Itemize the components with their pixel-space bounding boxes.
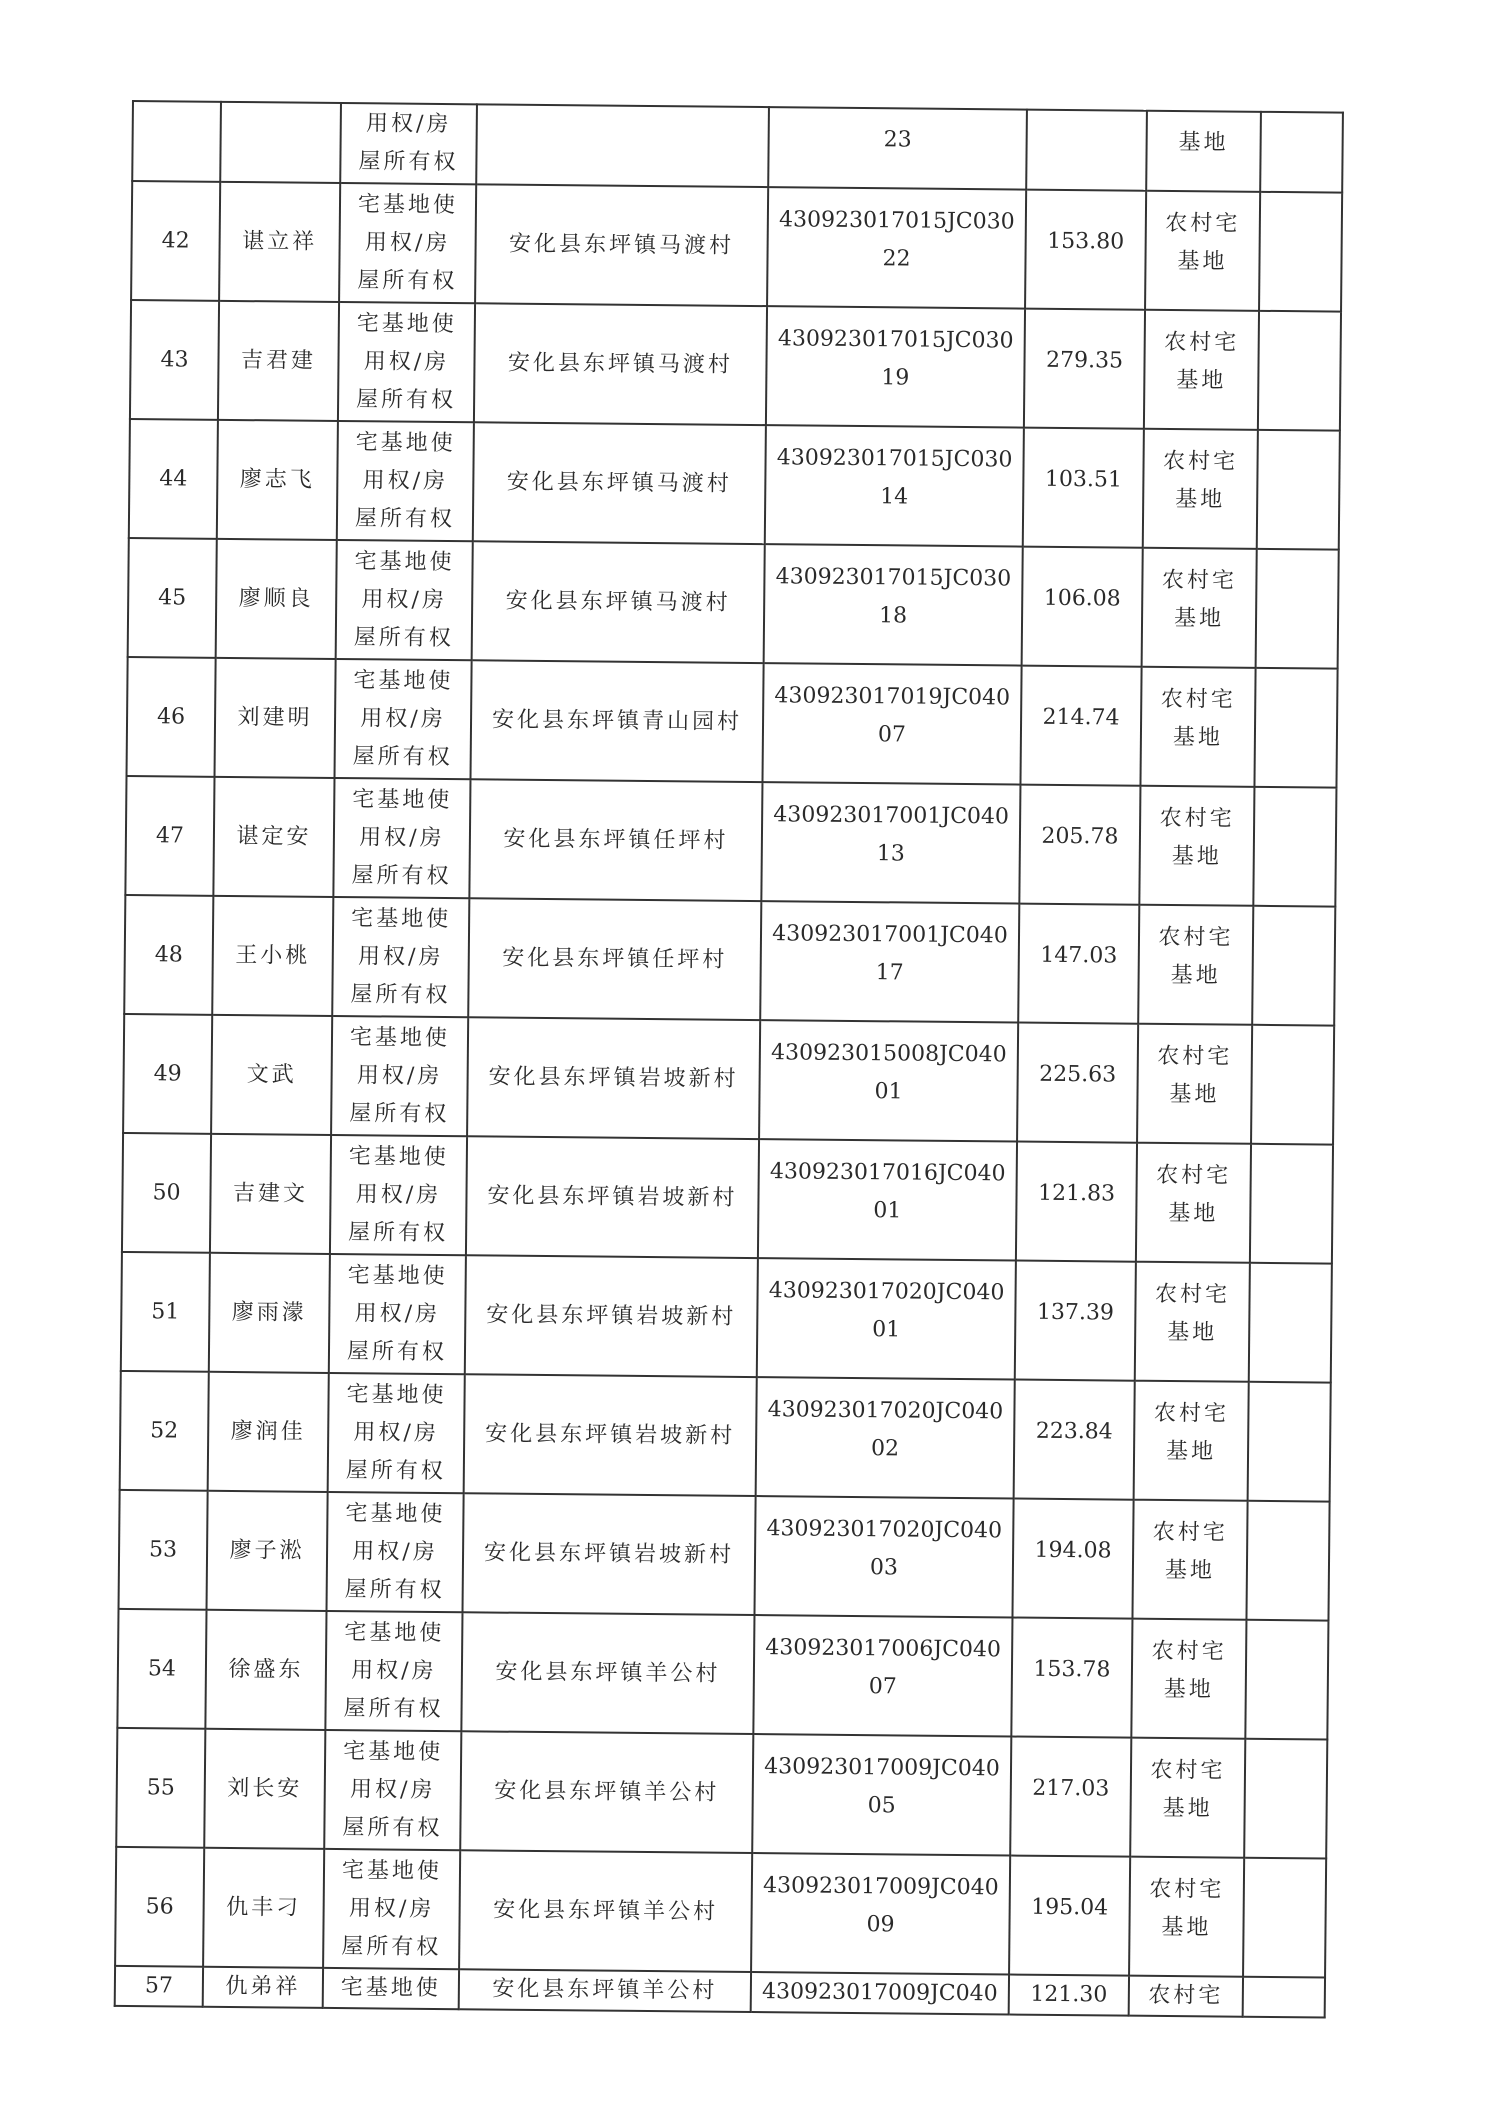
cell-code xyxy=(760,901,1019,1022)
cell-remark xyxy=(1253,787,1336,907)
area-value: 153.80 xyxy=(1047,228,1125,255)
cell-address: 安化县东坪镇马渡村 xyxy=(472,541,765,663)
table-row xyxy=(124,895,1335,1026)
land-type-line: 农村宅 xyxy=(1165,210,1241,237)
area-value: 147.03 xyxy=(1040,942,1118,968)
cell-area xyxy=(1010,1737,1131,1857)
cell-address: 安化县东坪镇岩坡新村 xyxy=(464,1374,757,1496)
area-value: 106.08 xyxy=(1043,585,1121,612)
cell-name: 廖润佳 xyxy=(208,1372,329,1492)
land-type-line: 基地 xyxy=(1164,1557,1216,1583)
right-type-line: 用权/房 xyxy=(352,1538,438,1565)
table-row xyxy=(121,1252,1332,1383)
right-type-line: 屋所有权 xyxy=(350,981,451,1008)
cell-right-type xyxy=(324,1730,461,1850)
cell-name: 吉建文 xyxy=(210,1134,331,1254)
cell-code xyxy=(753,1615,1012,1736)
land-type-line: 农村宅 xyxy=(1160,686,1236,713)
cell-land-type xyxy=(1136,1143,1251,1263)
area-value: 214.74 xyxy=(1042,704,1120,731)
cell-address: 安化县东坪镇羊公村 xyxy=(459,1969,751,2012)
table-row xyxy=(127,657,1338,788)
cell-area xyxy=(1023,428,1144,548)
right-type-line: 用权/房 xyxy=(363,348,450,375)
cell-area xyxy=(1015,1261,1136,1381)
land-type-line: 农村宅 xyxy=(1161,567,1238,594)
cell-area xyxy=(1009,1856,1130,1976)
right-type-line: 宅基地使 xyxy=(347,1262,448,1289)
code-line: 01 xyxy=(874,1078,903,1104)
right-type-line: 宅基地使 xyxy=(345,1500,446,1527)
area-value: 225.63 xyxy=(1039,1061,1117,1087)
cell-land-type xyxy=(1146,111,1261,192)
cell-name: 刘建明 xyxy=(215,658,336,778)
right-type-line: 宅基地使 xyxy=(346,1381,447,1408)
table-row xyxy=(117,1609,1328,1740)
table-row xyxy=(123,1014,1334,1145)
code-line: 430923017009JC040 xyxy=(764,1753,1000,1781)
right-type-line: 宅基地使 xyxy=(348,1143,449,1170)
cell-code xyxy=(767,187,1026,308)
code-line: 01 xyxy=(873,1197,902,1223)
cell-area xyxy=(1011,1618,1132,1738)
right-type-line: 宅基地使 xyxy=(349,1024,451,1051)
cell-area: 121.30 xyxy=(1009,1975,1129,2016)
land-type-line: 基地 xyxy=(1163,1676,1214,1702)
cell-name xyxy=(220,102,341,183)
cell-address: 安化县东坪镇任坪村 xyxy=(469,779,762,901)
right-type-line: 屋所有权 xyxy=(345,1457,446,1484)
right-type-line: 屋所有权 xyxy=(346,1338,448,1365)
cell-right-type xyxy=(336,540,473,660)
code-line: 09 xyxy=(866,1911,895,1937)
right-type-line: 宅基地使 xyxy=(353,667,454,694)
table-row xyxy=(119,1490,1330,1621)
table-row xyxy=(131,181,1342,312)
cell-remark xyxy=(1251,1025,1334,1145)
cell-code xyxy=(765,425,1024,546)
cell-no: 55 xyxy=(116,1728,205,1848)
right-type-line: 屋所有权 xyxy=(341,1933,442,1960)
cell-area xyxy=(1025,190,1146,310)
code-line: 18 xyxy=(878,602,908,628)
cell-land-type xyxy=(1132,1500,1247,1620)
cell-address: 安化县东坪镇任坪村 xyxy=(468,898,761,1020)
area-value: 153.78 xyxy=(1033,1656,1111,1682)
cell-land-type xyxy=(1131,1619,1246,1739)
cell-area xyxy=(1024,309,1145,429)
cell-right-type xyxy=(335,659,472,779)
table-row xyxy=(120,1371,1331,1502)
cell-name: 廖雨濛 xyxy=(209,1253,330,1373)
cell-land-type xyxy=(1144,310,1259,430)
cell-no: 42 xyxy=(131,181,220,301)
cell-remark xyxy=(1246,1501,1329,1621)
right-type-line: 用权/房 xyxy=(359,824,445,851)
cell-no: 53 xyxy=(119,1490,208,1610)
cell-code xyxy=(756,1377,1015,1498)
cell-address: 安化县东坪镇青山园村 xyxy=(470,660,763,782)
cell-name: 廖顺良 xyxy=(216,539,337,659)
cell-code xyxy=(757,1258,1016,1379)
cell-name: 谌定安 xyxy=(213,777,334,897)
cell-no: 54 xyxy=(117,1609,206,1729)
right-type-line: 用权/房 xyxy=(360,705,446,732)
land-type-line: 农村宅 xyxy=(1149,1876,1225,1903)
cell-right-type xyxy=(339,183,476,303)
right-type-line: 屋所有权 xyxy=(344,1576,445,1603)
right-type-line: 屋所有权 xyxy=(343,1695,444,1722)
area-value: 223.84 xyxy=(1035,1418,1113,1444)
cell-code xyxy=(751,1853,1010,1974)
right-type-line: 宅基地使 xyxy=(341,1857,443,1884)
cell-area xyxy=(1016,1142,1137,1262)
cell-remark xyxy=(1254,668,1337,788)
cell-name: 仇弟祥 xyxy=(203,1967,323,2008)
code-line: 430923017016JC040 xyxy=(769,1158,1006,1186)
cell-code xyxy=(768,107,1027,189)
cell-area xyxy=(1019,785,1140,905)
cell-code: 430923017009JC040 xyxy=(751,1972,1009,2014)
cell-no: 46 xyxy=(127,657,216,777)
cell-address: 安化县东坪镇岩坡新村 xyxy=(466,1136,759,1258)
table-row xyxy=(122,1133,1333,1264)
land-type-line: 基地 xyxy=(1176,367,1227,394)
code-line: 22 xyxy=(882,245,911,271)
right-type-line: 用权/房 xyxy=(354,1300,441,1327)
table-row xyxy=(125,776,1336,907)
right-type-line: 用权/房 xyxy=(361,586,448,613)
land-type-line: 农村宅 xyxy=(1157,1043,1233,1070)
land-type-line: 基地 xyxy=(1167,1319,1218,1345)
table-row xyxy=(115,1847,1326,1978)
cell-land-type: 农村宅 xyxy=(1129,1976,1243,2017)
cell-code xyxy=(758,1139,1017,1260)
code-line: 07 xyxy=(868,1673,897,1699)
cell-code xyxy=(759,1020,1018,1141)
area-value: 103.51 xyxy=(1044,466,1123,493)
area-value: 137.39 xyxy=(1036,1299,1115,1325)
cell-right-type xyxy=(328,1373,465,1493)
cell-address xyxy=(476,104,769,187)
cell-address: 安化县东坪镇马渡村 xyxy=(473,422,766,544)
code-line: 430923017020JC040 xyxy=(766,1515,1003,1543)
right-type-line: 用权/房 xyxy=(365,111,452,138)
land-type-line: 农村宅 xyxy=(1150,1757,1226,1784)
cell-right-type xyxy=(329,1254,466,1374)
area-value: 195.04 xyxy=(1031,1894,1109,1920)
land-type-line: 基地 xyxy=(1165,1438,1217,1464)
cell-land-type xyxy=(1130,1738,1245,1858)
cell-no: 50 xyxy=(122,1133,211,1253)
cell-code xyxy=(762,663,1021,784)
code-line: 02 xyxy=(870,1435,900,1461)
cell-name: 谌立祥 xyxy=(219,182,340,302)
land-type-line: 农村宅 xyxy=(1162,448,1239,475)
land-type-line: 基地 xyxy=(1178,130,1229,156)
right-type-line: 屋所有权 xyxy=(351,862,452,889)
cell-right-type xyxy=(323,1849,460,1969)
cell-remark xyxy=(1249,1263,1332,1383)
cell-remark xyxy=(1243,1977,1325,2018)
code-line: 430923017001JC040 xyxy=(772,920,1008,948)
cell-no: 47 xyxy=(125,776,214,896)
land-type-line: 农村宅 xyxy=(1156,1162,1232,1189)
code-line: 430923017015JC030 xyxy=(776,444,1013,472)
code-line: 19 xyxy=(881,364,910,390)
cell-code xyxy=(764,544,1023,665)
cell-address: 安化县东坪镇岩坡新村 xyxy=(467,1017,760,1139)
cell-name: 刘长安 xyxy=(204,1729,325,1849)
right-type-line: 屋所有权 xyxy=(352,743,453,770)
cell-remark xyxy=(1250,1144,1333,1264)
cell-remark xyxy=(1244,1739,1327,1859)
cell-code xyxy=(766,306,1025,427)
area-value: 279.35 xyxy=(1045,347,1124,374)
land-type-line: 农村宅 xyxy=(1152,1519,1228,1546)
cell-no: 43 xyxy=(130,300,219,420)
cell-name: 吉君建 xyxy=(218,301,339,421)
cell-address: 安化县东坪镇羊公村 xyxy=(459,1850,752,1972)
code-line: 14 xyxy=(880,483,909,509)
right-type-line: 宅基地使 xyxy=(352,786,453,813)
right-type-line: 屋所有权 xyxy=(353,624,454,651)
cell-no: 45 xyxy=(128,538,217,658)
cell-right-type xyxy=(327,1492,464,1612)
cell-remark xyxy=(1252,906,1335,1026)
code-line: 03 xyxy=(869,1554,899,1580)
cell-no: 44 xyxy=(129,419,218,539)
land-type-line: 基地 xyxy=(1173,605,1225,632)
right-type-line: 屋所有权 xyxy=(358,149,459,176)
cell-area xyxy=(1017,1023,1138,1143)
land-type-line: 基地 xyxy=(1170,962,1221,988)
cell-area xyxy=(1022,547,1143,667)
right-type-line: 屋所有权 xyxy=(356,386,457,413)
code-line: 01 xyxy=(872,1316,901,1342)
cell-right-type xyxy=(333,778,470,898)
land-type-line: 基地 xyxy=(1172,724,1224,751)
cell-right-type xyxy=(337,421,474,541)
code-line: 430923017020JC040 xyxy=(767,1396,1004,1424)
code-line: 430923017001JC040 xyxy=(773,801,1010,829)
right-type-line: 用权/房 xyxy=(362,467,449,494)
land-type-line: 基地 xyxy=(1168,1200,1219,1226)
land-type-line: 农村宅 xyxy=(1153,1400,1230,1427)
cell-remark xyxy=(1256,549,1339,669)
cell-address: 安化县东坪镇马渡村 xyxy=(474,303,767,425)
cell-no xyxy=(132,101,221,182)
right-type-line: 用权/房 xyxy=(357,943,444,970)
cell-remark xyxy=(1260,112,1343,193)
table-row xyxy=(130,300,1341,431)
code-line: 430923015008JC040 xyxy=(770,1039,1007,1067)
right-type-line: 用权/房 xyxy=(356,1062,443,1089)
cell-remark xyxy=(1248,1382,1331,1502)
cell-no: 56 xyxy=(115,1847,204,1967)
cell-remark xyxy=(1257,430,1340,550)
cell-land-type xyxy=(1143,429,1258,549)
cell-code xyxy=(754,1496,1013,1617)
code-line: 430923017015JC030 xyxy=(778,206,1015,234)
right-type-line: 屋所有权 xyxy=(349,1100,450,1127)
right-type-line: 用权/房 xyxy=(351,1657,437,1684)
cell-no: 49 xyxy=(123,1014,212,1134)
right-type-line: 屋所有权 xyxy=(342,1814,443,1841)
right-type-line: 用权/房 xyxy=(364,229,451,256)
cell-name: 廖子淞 xyxy=(207,1491,328,1611)
code-line: 430923017015JC030 xyxy=(775,563,1012,591)
cell-remark xyxy=(1245,1620,1328,1740)
cell-remark xyxy=(1243,1858,1326,1978)
code-line: 430923017006JC040 xyxy=(765,1634,1002,1662)
cell-code xyxy=(752,1734,1011,1855)
land-type-line: 农村宅 xyxy=(1151,1638,1227,1665)
cell-land-type xyxy=(1140,667,1255,787)
cell-land-type xyxy=(1142,548,1257,668)
land-type-line: 基地 xyxy=(1177,248,1228,275)
right-type-line: 宅基地使 xyxy=(343,1738,444,1765)
right-type-line: 用权/房 xyxy=(348,1895,435,1922)
cell-land-type xyxy=(1145,191,1260,311)
right-type-line: 宅基地使 xyxy=(357,191,459,218)
cell-right-type xyxy=(330,1135,467,1255)
cell-land-type xyxy=(1137,1024,1252,1144)
land-type-line: 农村宅 xyxy=(1164,329,1240,356)
table-row-continued xyxy=(132,101,1343,193)
cell-land-type xyxy=(1135,1262,1250,1382)
code-line: 05 xyxy=(867,1792,896,1818)
cell-right-type: 宅基地使 xyxy=(323,1968,459,2009)
cell-no: 52 xyxy=(120,1371,209,1491)
right-type-line: 宅基地使 xyxy=(355,429,456,456)
code-line: 23 xyxy=(883,127,912,153)
land-type-line: 农村宅 xyxy=(1154,1281,1231,1308)
table-row xyxy=(128,538,1339,669)
area-value: 194.08 xyxy=(1034,1537,1112,1563)
cell-address: 安化县东坪镇马渡村 xyxy=(475,184,768,306)
land-type-line: 基地 xyxy=(1175,486,1226,513)
right-type-line: 屋所有权 xyxy=(354,505,456,532)
cell-remark xyxy=(1258,311,1341,431)
table-row xyxy=(129,419,1340,550)
cell-area xyxy=(1026,110,1147,191)
area-value: 121.83 xyxy=(1037,1180,1116,1206)
cell-area xyxy=(1014,1380,1135,1500)
land-type-line: 基地 xyxy=(1169,1081,1220,1107)
area-value: 217.03 xyxy=(1032,1775,1110,1801)
land-type-line: 农村宅 xyxy=(1159,805,1235,832)
cell-area xyxy=(1020,666,1141,786)
right-type-line: 宅基地使 xyxy=(356,310,457,337)
right-type-line: 宅基地使 xyxy=(344,1619,445,1646)
cell-no: 57 xyxy=(115,1966,203,2007)
cell-name: 文武 xyxy=(211,1015,332,1135)
cell-code xyxy=(761,782,1020,903)
land-type-line: 基地 xyxy=(1161,1914,1212,1940)
cell-area xyxy=(1012,1499,1133,1619)
right-type-line: 宅基地使 xyxy=(351,905,452,932)
cell-address: 安化县东坪镇羊公村 xyxy=(461,1612,754,1734)
cell-remark xyxy=(1259,192,1342,312)
right-type-line: 用权/房 xyxy=(349,1776,436,1803)
cell-address: 安化县东坪镇岩坡新村 xyxy=(462,1493,755,1615)
right-type-line: 用权/房 xyxy=(355,1181,442,1208)
cell-right-type xyxy=(340,103,477,184)
cell-area xyxy=(1018,904,1139,1024)
land-type-line: 基地 xyxy=(1171,843,1222,869)
registration-table xyxy=(114,100,1344,2019)
code-line: 13 xyxy=(876,840,905,866)
table-row xyxy=(116,1728,1327,1859)
cell-name: 王小桃 xyxy=(212,896,333,1016)
cell-right-type xyxy=(332,897,469,1017)
cell-land-type xyxy=(1139,786,1254,906)
code-line: 430923017019JC040 xyxy=(774,682,1011,710)
cell-address: 安化县东坪镇岩坡新村 xyxy=(465,1255,758,1377)
code-line: 17 xyxy=(875,959,904,985)
cell-no: 48 xyxy=(124,895,213,1015)
area-value: 205.78 xyxy=(1041,823,1119,850)
cell-address: 安化县东坪镇羊公村 xyxy=(460,1731,753,1853)
right-type-line: 宅基地使 xyxy=(354,548,455,575)
cell-name: 徐盛东 xyxy=(205,1610,326,1730)
right-type-line: 屋所有权 xyxy=(357,267,458,294)
cell-name: 仇丰刁 xyxy=(203,1848,324,1968)
code-line: 430923017020JC040 xyxy=(768,1277,1005,1305)
right-type-line: 用权/房 xyxy=(353,1419,440,1446)
code-line: 430923017009JC040 xyxy=(762,1872,999,1900)
cell-right-type xyxy=(338,302,475,422)
right-type-line: 屋所有权 xyxy=(348,1219,449,1246)
land-type-line: 农村宅 xyxy=(1158,924,1234,951)
land-type-line: 基地 xyxy=(1162,1795,1213,1821)
code-line: 430923017015JC030 xyxy=(777,325,1014,353)
cell-right-type xyxy=(325,1611,462,1731)
cell-land-type xyxy=(1129,1857,1244,1977)
cell-land-type xyxy=(1138,905,1253,1025)
code-line: 07 xyxy=(877,721,907,747)
cell-land-type xyxy=(1134,1381,1249,1501)
cell-right-type xyxy=(331,1016,468,1136)
cell-name: 廖志飞 xyxy=(217,420,338,540)
cell-no: 51 xyxy=(121,1252,210,1372)
